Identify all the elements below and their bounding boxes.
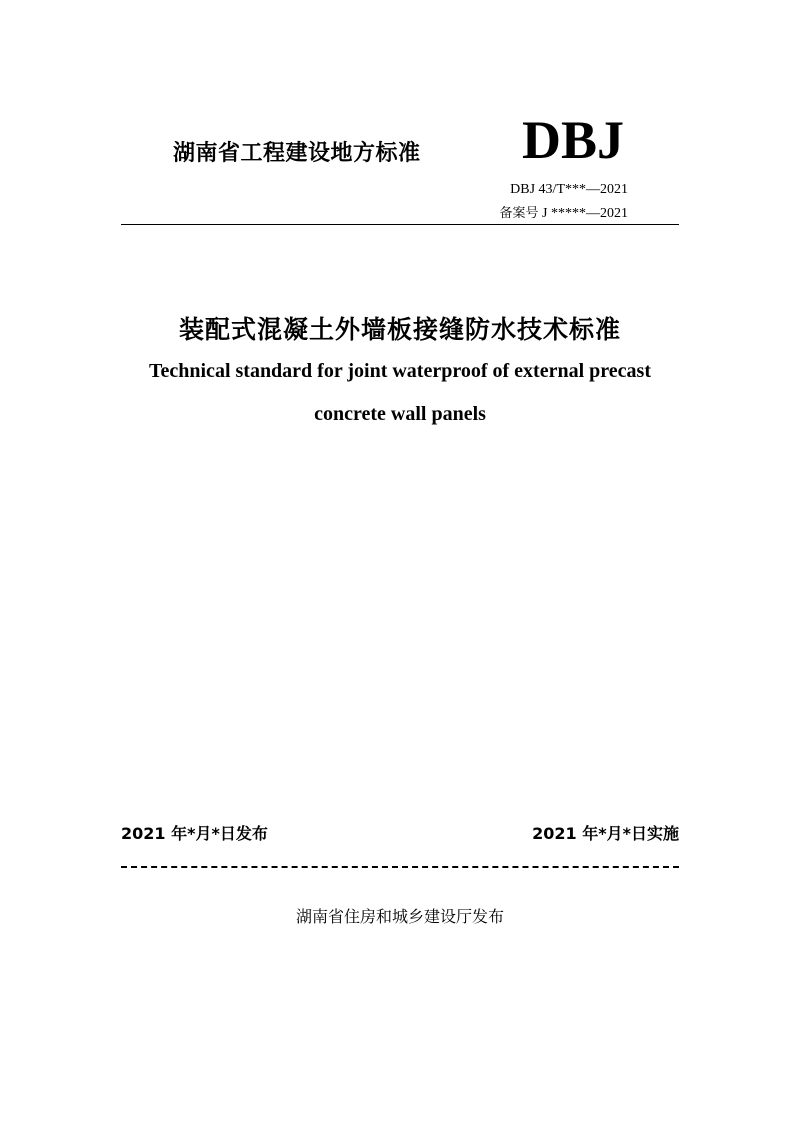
standard-mark: DBJ: [522, 110, 625, 170]
header-divider: [121, 224, 679, 225]
document-title-en-line1: Technical standard for joint waterproof of external precast: [149, 360, 651, 382]
record-number: [500, 202, 628, 222]
record-value: J *****—2021: [538, 206, 628, 221]
dashed-divider: [121, 866, 679, 868]
standard-number: DBJ 43/T***—2021: [510, 182, 628, 197]
record-label: 备案号: [499, 206, 539, 221]
header-title: 湖南省工程建设地方标准: [173, 141, 421, 166]
document-title-en-line2: concrete wall panels: [314, 403, 486, 425]
document-title-cn: 装配式混凝土外墙板接缝防水技术标准: [178, 315, 621, 344]
release-date: 2021 年*月*日发布: [121, 824, 268, 843]
effective-date: 2021 年*月*日实施: [532, 824, 679, 843]
publisher: 湖南省住房和城乡建设厅发布: [295, 907, 504, 926]
